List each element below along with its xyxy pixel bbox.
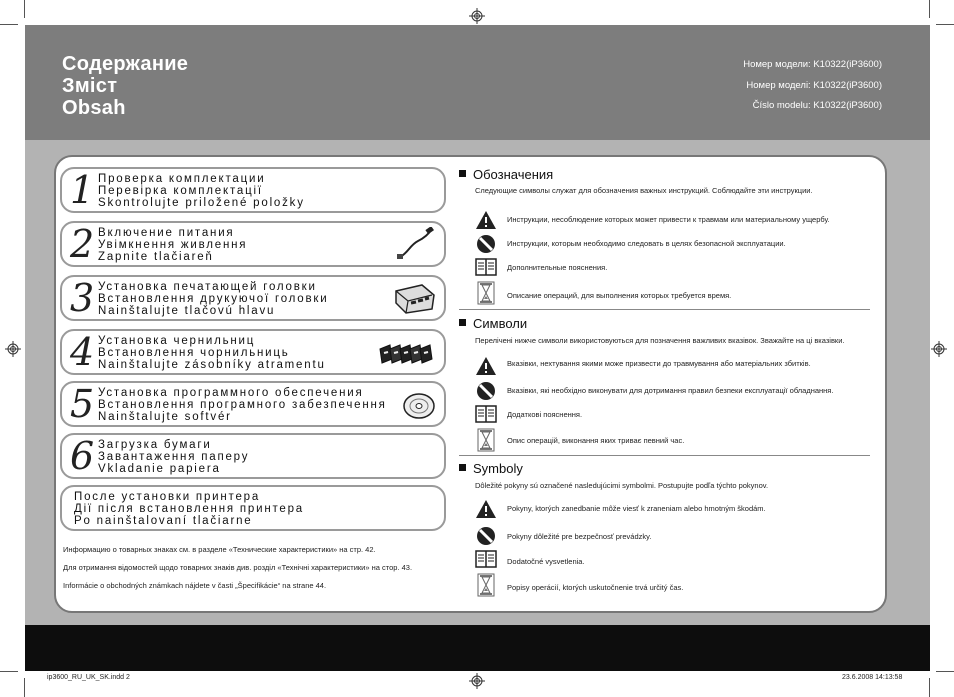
symbol-description: Вказівки, нехтування якими може призвести до травмування або матеріальних збитків. [507, 359, 811, 368]
trademark-note-sk: Informácie o obchodných známkach nájdete v časti „Špecifikácie“ na strane 44. [63, 581, 327, 590]
footer-bar [25, 625, 930, 671]
step-title-uk: Встановлення друкуючої головки [98, 293, 329, 306]
symbol-description: Инструкции, которым необходимо следовать в целях безопасной эксплуатации. [507, 239, 786, 248]
page-title-sk: Obsah [62, 97, 126, 119]
registration-mark-icon [469, 673, 485, 689]
after-title-uk: Дії після встановлення принтера [74, 503, 305, 516]
symbol-description: Dodatočné vysvetlenia. [507, 557, 585, 566]
book-icon [475, 258, 497, 276]
cd-rom-icon [402, 387, 436, 421]
step-title-uk: Завантаження паперу [98, 451, 250, 464]
hourglass-icon [475, 428, 497, 452]
hourglass-icon [475, 573, 497, 597]
section-heading-uk: Символи [459, 316, 527, 331]
crop-mark [936, 671, 954, 672]
step-number: 2 [70, 222, 95, 266]
crop-mark [929, 678, 930, 697]
step-title-ru: Загрузка бумаги [98, 439, 212, 451]
step-3[interactable] [60, 275, 446, 321]
section-intro-uk: Перелічені нижче символи використовуються для позначення важливих вказівок. Зважайте на ці вказівки. [475, 336, 845, 345]
symbol-description: Описание операций, для выполнения которых требуется время. [507, 291, 732, 300]
step-title-uk: Встановлення програмного забезпечення [98, 399, 387, 412]
step-title-uk: Встановлення чорнильниць [98, 347, 290, 360]
model-number-ru: Номер модели: K10322(iP3600) [743, 59, 882, 70]
step-title-ru: Установка чернильниц [98, 335, 256, 347]
print-head-icon [392, 281, 436, 315]
caution-icon [475, 234, 497, 254]
step-1[interactable] [60, 167, 446, 213]
symbol-description: Опис операцій, виконання яких триває певний час. [507, 436, 685, 445]
step-title-sk: Skontrolujte priložené položky [98, 197, 305, 210]
page-title-ru: Содержание [62, 53, 189, 75]
warning-icon [475, 210, 497, 230]
registration-mark-icon [469, 8, 485, 24]
step-4[interactable] [60, 329, 446, 375]
crop-mark [929, 0, 930, 18]
step-number: 3 [70, 276, 95, 320]
step-title-sk: Nainštalujte softvér [98, 411, 232, 424]
book-icon [475, 550, 497, 568]
step-title-ru: Проверка комплектации [98, 173, 266, 185]
crop-mark [24, 0, 25, 18]
step-title-sk: Vkladanie papiera [98, 463, 221, 476]
section-heading-sk: Symboly [459, 461, 523, 476]
step-title-uk: Перевірка комплектації [98, 185, 263, 198]
symbol-description: Pokyny, ktorých zanedbanie môže viesť k zraneniam alebo hmotným škodám. [507, 504, 766, 513]
model-number-uk: Номер моделі: K10322(iP3600) [746, 80, 882, 91]
section-intro-ru: Следующие символы служат для обозначения важных инструкций. Соблюдайте эти инструкции. [475, 186, 813, 195]
ink-tanks-icon [378, 335, 436, 369]
page-header [25, 25, 930, 140]
step-5[interactable] [60, 381, 446, 427]
page-title-uk: Зміст [62, 75, 118, 97]
symbol-description: Pokyny dôležité pre bezpečnosť prevádzky. [507, 532, 652, 541]
step-number: 4 [70, 330, 95, 374]
after-title-ru: После установки принтера [74, 491, 261, 503]
section-divider [459, 309, 870, 310]
crop-mark [0, 24, 18, 25]
step-2[interactable] [60, 221, 446, 267]
registration-mark-icon [931, 341, 947, 357]
trademark-note-ru: Информацию о товарных знаках см. в разделе «Технические характеристики» на стр. 42. [63, 545, 376, 554]
symbol-description: Инструкции, несоблюдение которых может привести к травмам или материальному ущербу. [507, 215, 830, 224]
print-timestamp: 23.6.2008 14:13:58 [842, 674, 903, 681]
registration-mark-icon [5, 341, 21, 357]
step-6[interactable] [60, 433, 446, 479]
step-title-uk: Увімкнення живлення [98, 239, 248, 252]
step-title-ru: Установка программного обеспечения [98, 387, 364, 399]
step-title-sk: Nainštalujte tlačovú hlavu [98, 305, 276, 318]
section-intro-sk: Dôležité pokyny sú označené nasledujúcimi symbolmi. Postupujte podľa týchto pokynov. [475, 481, 769, 490]
warning-icon [475, 499, 497, 519]
warning-icon [475, 356, 497, 376]
symbol-description: Вказівки, які необхідно виконувати для дотримання правил безпеки експлуатації обладнання. [507, 386, 834, 395]
step-number: 1 [70, 168, 95, 212]
step-title-ru: Установка печатающей головки [98, 281, 317, 293]
step-title-ru: Включение питания [98, 227, 235, 239]
symbol-description: Дополнительные пояснения. [507, 263, 608, 272]
step-number: 6 [70, 434, 95, 478]
section-divider [459, 455, 870, 456]
hourglass-icon [475, 281, 497, 305]
trademark-note-uk: Для отримання відомостей щодо товарних знаків див. розділ «Технічні характеристики» на стор. 43. [63, 563, 413, 572]
crop-mark [24, 678, 25, 697]
symbol-description: Додаткові пояснення. [507, 410, 583, 419]
book-icon [475, 405, 497, 423]
step-number: 5 [70, 382, 95, 426]
crop-mark [936, 24, 954, 25]
caution-icon [475, 381, 497, 401]
power-cord-icon [396, 227, 436, 261]
after-installation-box[interactable] [60, 485, 446, 531]
step-title-sk: Nainštalujte zásobníky atramentu [98, 359, 326, 372]
step-title-sk: Zapnite tlačiareň [98, 251, 214, 264]
crop-mark [0, 671, 18, 672]
file-name: ip3600_RU_UK_SK.indd 2 [47, 674, 130, 681]
symbol-description: Popisy operácií, ktorých uskutočnenie trvá určitý čas. [507, 583, 684, 592]
section-heading-ru: Обозначения [459, 167, 553, 182]
caution-icon [475, 526, 497, 546]
model-number-sk: Číslo modelu: K10322(iP3600) [752, 100, 882, 111]
after-title-sk: Po nainštalovaní tlačiarne [74, 515, 253, 528]
